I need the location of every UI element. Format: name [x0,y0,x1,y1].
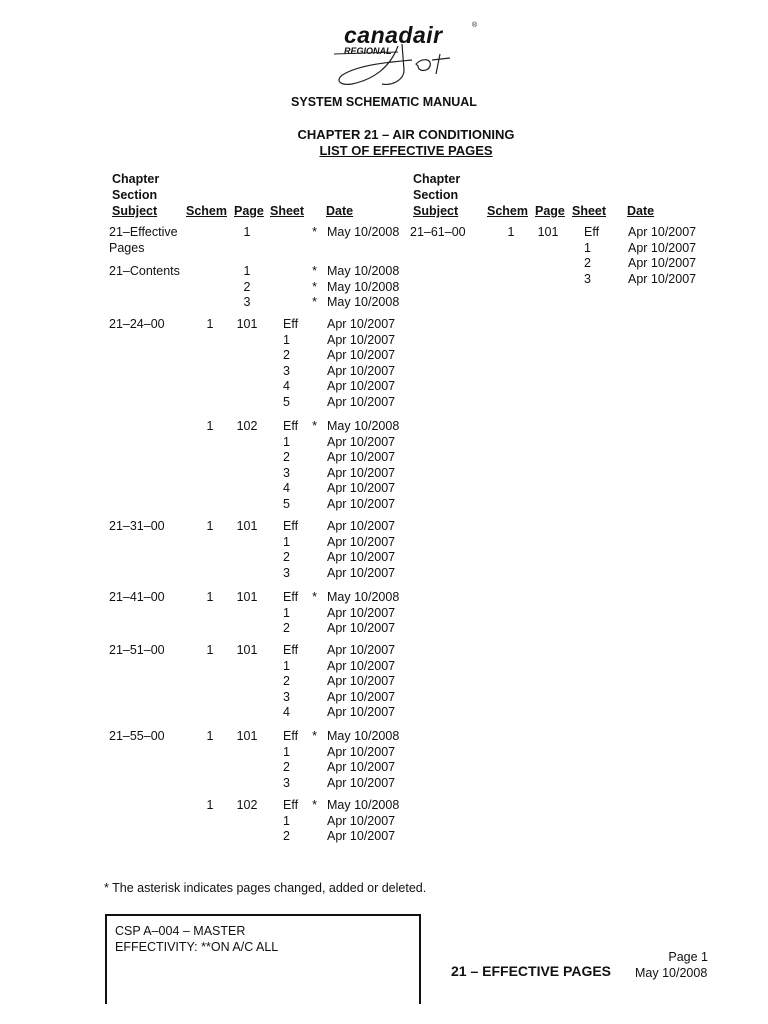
sheet-value: Eff [283,519,299,533]
date-value: Apr 10/2007 [628,271,697,286]
asterisk-value [309,814,317,830]
sheet-value: 5 [283,394,290,409]
header-date: Date [627,204,655,218]
date-cell [327,317,407,411]
sheet-value: Eff [283,643,299,657]
subject-text: 21–61–00 [410,225,466,239]
date-value: May 10/2008 [327,279,400,294]
chapter-heading [0,127,768,159]
asterisk-value [309,760,317,776]
subject-cell [109,519,165,535]
sheet-value: 1 [283,534,290,549]
subject-text: 21–51–00 [109,643,165,657]
asterisk-value [309,348,317,364]
asterisk-value [309,643,317,659]
sheet-value: 2 [584,256,591,271]
date-value: Apr 10/2007 [327,643,396,657]
schem-cell: 1 [206,798,214,812]
date-value: Apr 10/2007 [327,534,396,549]
date-value: May 10/2008 [327,419,400,433]
asterisk-value [309,776,317,792]
asterisk-value [309,481,317,497]
sheet-value: 2 [283,621,290,636]
date-cell [327,225,407,241]
chapter-title: CHAPTER 21 – AIR CONDITIONING [297,127,515,142]
sheet-value: 2 [283,348,290,363]
sheet-value: Eff [283,419,299,433]
asterisk-value [309,395,317,411]
subject-cell [109,225,178,256]
sheet-value: 2 [283,550,290,565]
date-value: Apr 10/2007 [628,225,697,239]
effectivity-box [105,914,421,1004]
header-schem: Schem [186,204,227,218]
asterisk-value [309,674,317,690]
header-section: Section [112,188,158,202]
date-value: Apr 10/2007 [327,565,396,580]
sheet-value: 3 [283,689,290,704]
date-value: Apr 10/2007 [327,605,396,620]
schem-cell: 1 [206,643,214,657]
asterisk-value: * [312,729,317,743]
subject-cell [410,225,466,241]
header-chapter: Chapter [413,172,461,186]
header-sheet: Sheet [270,204,305,218]
header-page: Page [535,204,565,218]
subject-text-line2: Pages [109,240,145,255]
schem-cell: 1 [507,225,515,239]
date-cell [327,519,407,581]
asterisk-value: * [312,279,317,294]
date-value: Apr 10/2007 [327,829,396,844]
page-value: 101 [236,519,258,533]
page-number: Page 1 [668,950,708,964]
asterisk-value [610,272,618,288]
asterisk-footnote: * The asterisk indicates pages changed, added or deleted. [104,881,427,895]
asterisk-cell [309,729,317,791]
subject-text: 21–Effective [109,225,178,239]
page-value: 101 [236,643,258,657]
sheet-value: Eff [283,317,299,331]
asterisk-cell [309,419,317,513]
asterisk-value [309,317,317,333]
date-value: Apr 10/2007 [327,332,396,347]
sheet-value: 3 [283,465,290,480]
date-cell [327,419,407,513]
sheet-value: 4 [283,481,290,496]
date-value: Apr 10/2007 [327,394,396,409]
asterisk-value [309,519,317,535]
date-cell [327,643,407,721]
sheet-value: Eff [283,590,299,604]
page-cell [233,590,261,606]
sheet-value: 1 [283,434,290,449]
schem-cell: 1 [206,419,214,433]
schem-cell: 1 [206,519,214,533]
date-value: May 10/2008 [327,225,400,239]
subject-cell [109,643,165,659]
asterisk-value: * [312,295,317,310]
asterisk-value [309,829,317,845]
sheet-value: 3 [584,271,591,286]
sheet-value: Eff [584,225,600,239]
asterisk-value [309,364,317,380]
page-cell [233,643,261,659]
subject-cell [109,729,165,745]
date-cell [327,729,407,791]
page-value: 101 [236,590,258,604]
date-value: Apr 10/2007 [327,550,396,565]
company-logo [332,22,482,88]
asterisk-cell [309,317,317,411]
schem-cell: 1 [206,590,214,604]
subject-text: 21–Contents [109,264,180,278]
date-cell [628,225,708,287]
asterisk-value [309,435,317,451]
date-value: Apr 10/2007 [327,348,396,363]
asterisk-value [309,705,317,721]
sheet-value: 3 [283,363,290,378]
asterisk-value [309,497,317,513]
asterisk-value [309,745,317,761]
date-value: Apr 10/2007 [327,744,396,759]
sheet-value: Eff [283,729,299,743]
manual-title: SYSTEM SCHEMATIC MANUAL [291,95,477,109]
asterisk-value [309,466,317,482]
subject-cell [109,317,165,333]
sheet-value: 2 [283,829,290,844]
sheet-value: Eff [283,798,299,812]
schem-cell: 1 [206,317,214,331]
sheet-value: 3 [283,565,290,580]
subject-text: 21–24–00 [109,317,165,331]
logo-jet-script [332,40,482,88]
sheet-value: 2 [283,760,290,775]
header-section: Section [413,188,459,202]
header-page: Page [234,204,264,218]
date-value: Apr 10/2007 [327,465,396,480]
schem-cell: 1 [206,729,214,743]
list-title: LIST OF EFFECTIVE PAGES [319,143,493,158]
asterisk-value [309,659,317,675]
asterisk-cell [309,264,317,311]
date-value: May 10/2008 [327,295,400,310]
sheet-value: 1 [283,744,290,759]
date-value: Apr 10/2007 [628,256,697,271]
asterisk-value [309,550,317,566]
date-value: Apr 10/2007 [327,317,396,331]
page-cell [233,798,261,814]
page-cell [233,419,261,435]
date-value: Apr 10/2007 [327,658,396,673]
date-value: Apr 10/2007 [327,363,396,378]
asterisk-cell [309,590,317,637]
subject-cell [109,590,165,606]
subject-text: 21–41–00 [109,590,165,604]
date-value: May 10/2008 [327,590,400,604]
subject-cell [109,264,180,280]
sheet-value: 1 [283,332,290,347]
asterisk-value [610,225,618,241]
sheet-value: 1 [584,240,591,255]
date-value: Apr 10/2007 [327,705,396,720]
header-chapter: Chapter [112,172,160,186]
asterisk-value [309,535,317,551]
page-value: 3 [243,295,251,310]
subject-text: 21–55–00 [109,729,165,743]
sheet-value: 2 [283,674,290,689]
header-schem: Schem [487,204,528,218]
asterisk-value [610,241,618,257]
page-cell [233,225,261,241]
page-value: 2 [243,279,251,294]
asterisk-value: * [312,225,317,239]
page-value: 101 [236,729,258,743]
date-value: Apr 10/2007 [327,775,396,790]
header-subject: Subject [413,204,459,218]
sheet-value: 1 [283,813,290,828]
header-date: Date [326,204,354,218]
page-cell [233,264,261,311]
page-cell [233,317,261,333]
page-value: 101 [537,225,559,239]
date-value: Apr 10/2007 [327,496,396,511]
sheet-value: 3 [283,775,290,790]
asterisk-value [610,256,618,272]
footer-date: May 10/2008 [635,966,708,980]
sheet-value: 1 [283,658,290,673]
asterisk-value [309,450,317,466]
subject-text: 21–31–00 [109,519,165,533]
asterisk-value [309,333,317,349]
date-value: Apr 10/2007 [327,450,396,465]
date-value: Apr 10/2007 [327,481,396,496]
asterisk-value [309,621,317,637]
date-value: Apr 10/2007 [628,240,697,255]
date-value: May 10/2008 [327,729,400,743]
registered-mark: ® [472,22,478,29]
date-value: May 10/2008 [327,264,400,278]
right-header-subject [413,171,460,219]
header-subject: Subject [112,204,158,218]
date-value: Apr 10/2007 [327,689,396,704]
page-value: 1 [243,264,251,278]
effectivity-label: EFFECTIVITY: **ON A/C ALL [115,940,279,954]
csp-master-label: CSP A–004 – MASTER [115,924,246,938]
date-value: Apr 10/2007 [327,434,396,449]
date-value: Apr 10/2007 [327,760,396,775]
sheet-value: 4 [283,705,290,720]
page-cell [233,519,261,535]
page-value: 102 [236,798,258,812]
asterisk-cell [309,225,317,241]
asterisk-value [309,379,317,395]
page-value: 1 [243,225,251,239]
date-value: Apr 10/2007 [327,621,396,636]
date-value: Apr 10/2007 [327,379,396,394]
asterisk-cell [309,519,317,581]
footer-section-title: 21 – EFFECTIVE PAGES [451,963,612,979]
logo-regional-text: REGIONAL [344,46,392,56]
asterisk-value: * [312,419,317,433]
header-sheet: Sheet [572,204,607,218]
date-cell [327,264,407,311]
asterisk-value [309,690,317,706]
sheet-value: 2 [283,450,290,465]
sheet-value: 4 [283,379,290,394]
sheet-value: 5 [283,496,290,511]
asterisk-value [309,606,317,622]
left-header-subject [112,171,159,219]
date-value: May 10/2008 [327,798,400,812]
asterisk-cell [309,643,317,721]
date-cell [327,798,407,845]
asterisk-cell [309,798,317,845]
asterisk-value: * [312,264,317,278]
page-value: 102 [236,419,258,433]
asterisk-cell [610,225,618,287]
date-value: Apr 10/2007 [327,813,396,828]
page-cell [233,729,261,745]
date-value: Apr 10/2007 [327,519,396,533]
date-cell [327,590,407,637]
page-value: 101 [236,317,258,331]
asterisk-value: * [312,590,317,604]
asterisk-value: * [312,798,317,812]
sheet-value: 1 [283,605,290,620]
page-cell [534,225,562,241]
date-value: Apr 10/2007 [327,674,396,689]
asterisk-value [309,566,317,582]
logo-wordmark: canadair [344,22,443,48]
